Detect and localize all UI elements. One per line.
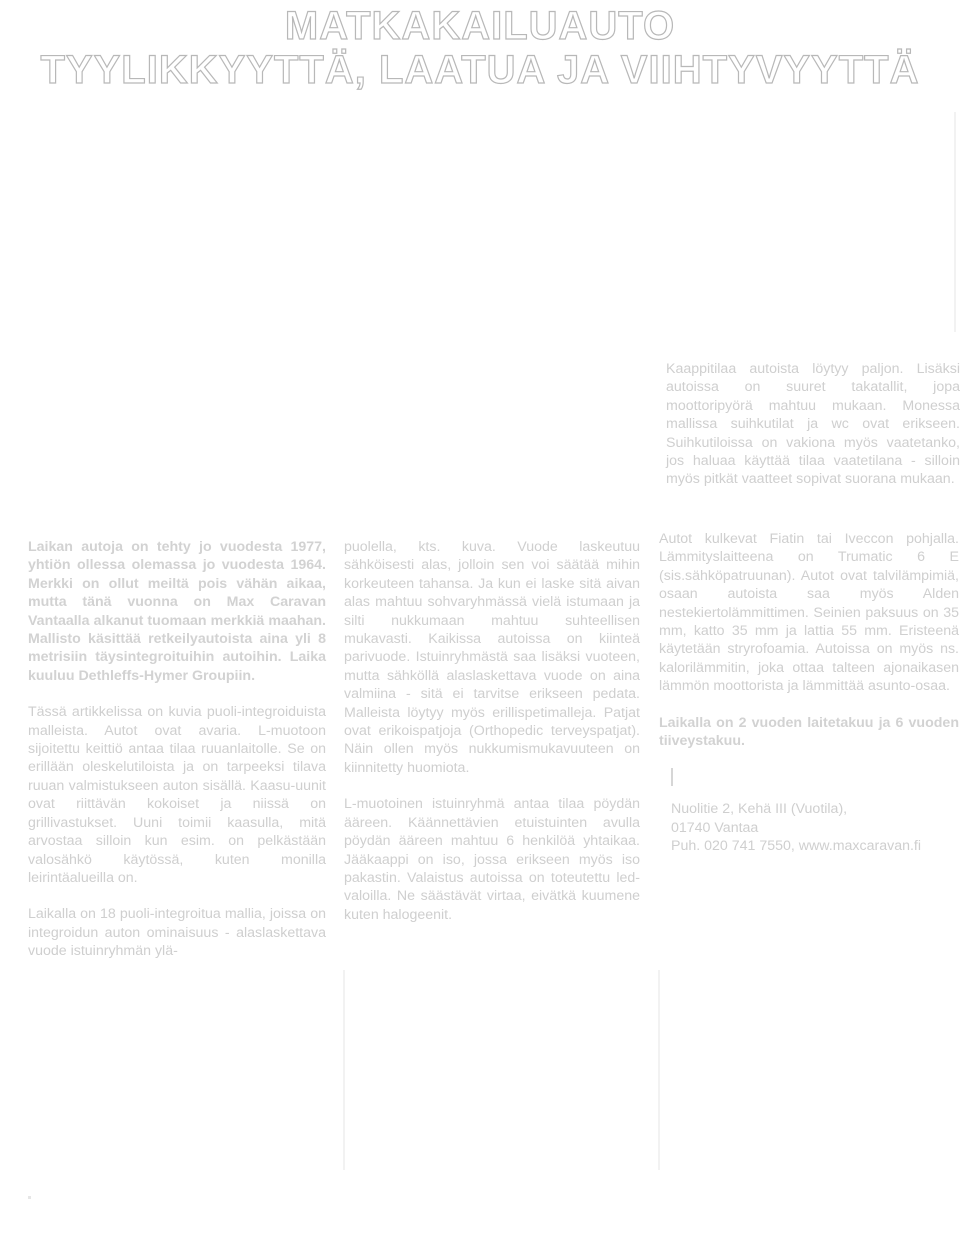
kitchen-paragraph: Tässä artikkelissa on kuvia puoli-integroiduista malleista. Autot ovat avaria. L-muotoon sijoitettu keittiö antaa tilaa ruuanlaitolle. Se on erillään oleskelutiloista ja on tarpeeksi tilava ruuan valmistukseen auton sisällä. Kaasu-uunit ovat riittävän kokoiset ja niissä on grillivastukset. Uuni toimii kaasulla, mitä arvostaa silloin kun esim. on pelkästään valosähkö käytössä, kuten monilla leirintäalueilla on. bbox=[28, 704, 326, 886]
top-right-column bbox=[666, 360, 960, 507]
intro-paragraph: Laikan autoja on tehty jo vuodesta 1977, yhtiön ollessa olemassa jo vuodesta 1964. Merkki on ollut meiltä pois vähän aikaa, mutta tänä vuonna on Max Caravan Vantaalla alkanut tuomaan merkkiä maahan. Mallisto käsittää retkeilyautoista aina yli 8 metrisiin täysintegroituihin autoihin. Laika kuuluu Dethleffs-Hymer Groupiin. bbox=[28, 539, 326, 684]
top-right-paragraph: Kaappitilaa autoista löytyy paljon. Lisäksi autoissa on suuret takatallit, jopa moottoripyörä mahtuu mukaan. Monessa mallissa suihkutilat ja wc ovat erikseen. Suihkutiloissa on vakiona myös vaatetanko, jos haluaa käyttää tilaa vaatetilana - silloin myös pitkät vaatteet sopivat suorana mukaan. bbox=[666, 361, 960, 488]
page-subtitle: TYYLIKKYYTTÄ, LAATUA JA VIIHTYVYYTTÄ bbox=[40, 48, 920, 92]
contact-phone-web: Puh. 020 741 7550, www.maxcaravan.fi bbox=[671, 838, 922, 855]
contact-info bbox=[659, 800, 959, 855]
divider-left bbox=[343, 970, 345, 1170]
warranty-paragraph: Laikalla on 2 vuoden laitetakuu ja 6 vuoden tiiveystakuu. bbox=[659, 714, 959, 750]
article-column-1 bbox=[28, 538, 326, 979]
divider-right bbox=[954, 112, 956, 332]
page-title: MATKAKAILUAUTO bbox=[284, 4, 676, 48]
contact-postal: 01740 Vantaa bbox=[671, 819, 759, 836]
contact-address: Nuolitie 2, Kehä III (Vuotila), bbox=[671, 801, 848, 818]
contact-marker bbox=[671, 768, 673, 786]
divider-middle bbox=[658, 970, 660, 1170]
heating-paragraph: Autot kulkevat Fiatin tai Iveccon pohjalla. Lämmityslaitteena on Trumatic 6 E (sis.sähköpatruunan). Autot ovat talvilämpimiä, osaan autoista saa myös Alden nestekiertolämmittimen. Seinien paksuus on 35 mm, katto 35 mm ja lattia 55 mm. Eristeenä käytetään stryrofoamia. Autoissa on myös ns. kalorilämmitin, joka ottaa talteen ajonaikasen lämmön moottorista ja lämmittää asunto-osaa. bbox=[659, 531, 959, 695]
bed-paragraph: puolella, kts. kuva. Vuode laskeutuu sähköisesti alas, jolloin sen voi säätää mihin korkeuteen tahansa. Ja kun ei laske sitä aivan alas mahtuu sohvaryhmässä vielä istumaan ja silti nukkumaan mahtuu suhteellisen mukavasti. Kaikissa autoissa on kiinteä parivuode. Istuinryhmästä saa lisäksi vuoteen, mutta sähköllä alaslaskettava vuode on aina valmiina - sitä ei tarvitse erikseen pedata. Malleista löytyy myös erillispetimalleja. Patjat ovat erikoispatjoja (Orthopedic terveyspatjat). Näin ollen myös nukkumismukavuuteen on kiinnitetty huomiota. bbox=[344, 539, 640, 776]
article-column-3 bbox=[659, 530, 959, 856]
page-mark bbox=[28, 1196, 31, 1199]
seating-paragraph: L-muotoinen istuinryhmä antaa tilaa pöydän ääreen. Käännettävien etuistuinten avulla pöydän ääreen mahtuu 6 henkilöä yhtaikaa. Jääkaappi on iso, jossa erikseen myös iso pakastin. Valaistus autoissa on toteutettu led-valoilla. Ne säästävät virtaa, eivätkä kuumene kuten halogeenit. bbox=[344, 796, 640, 923]
article-column-2 bbox=[344, 538, 640, 942]
models-paragraph: Laikalla on 18 puoli-integroitua mallia, joissa on integroidun auton ominaisuus - alaslaskettava vuode istuinryhmän ylä- bbox=[28, 906, 326, 960]
